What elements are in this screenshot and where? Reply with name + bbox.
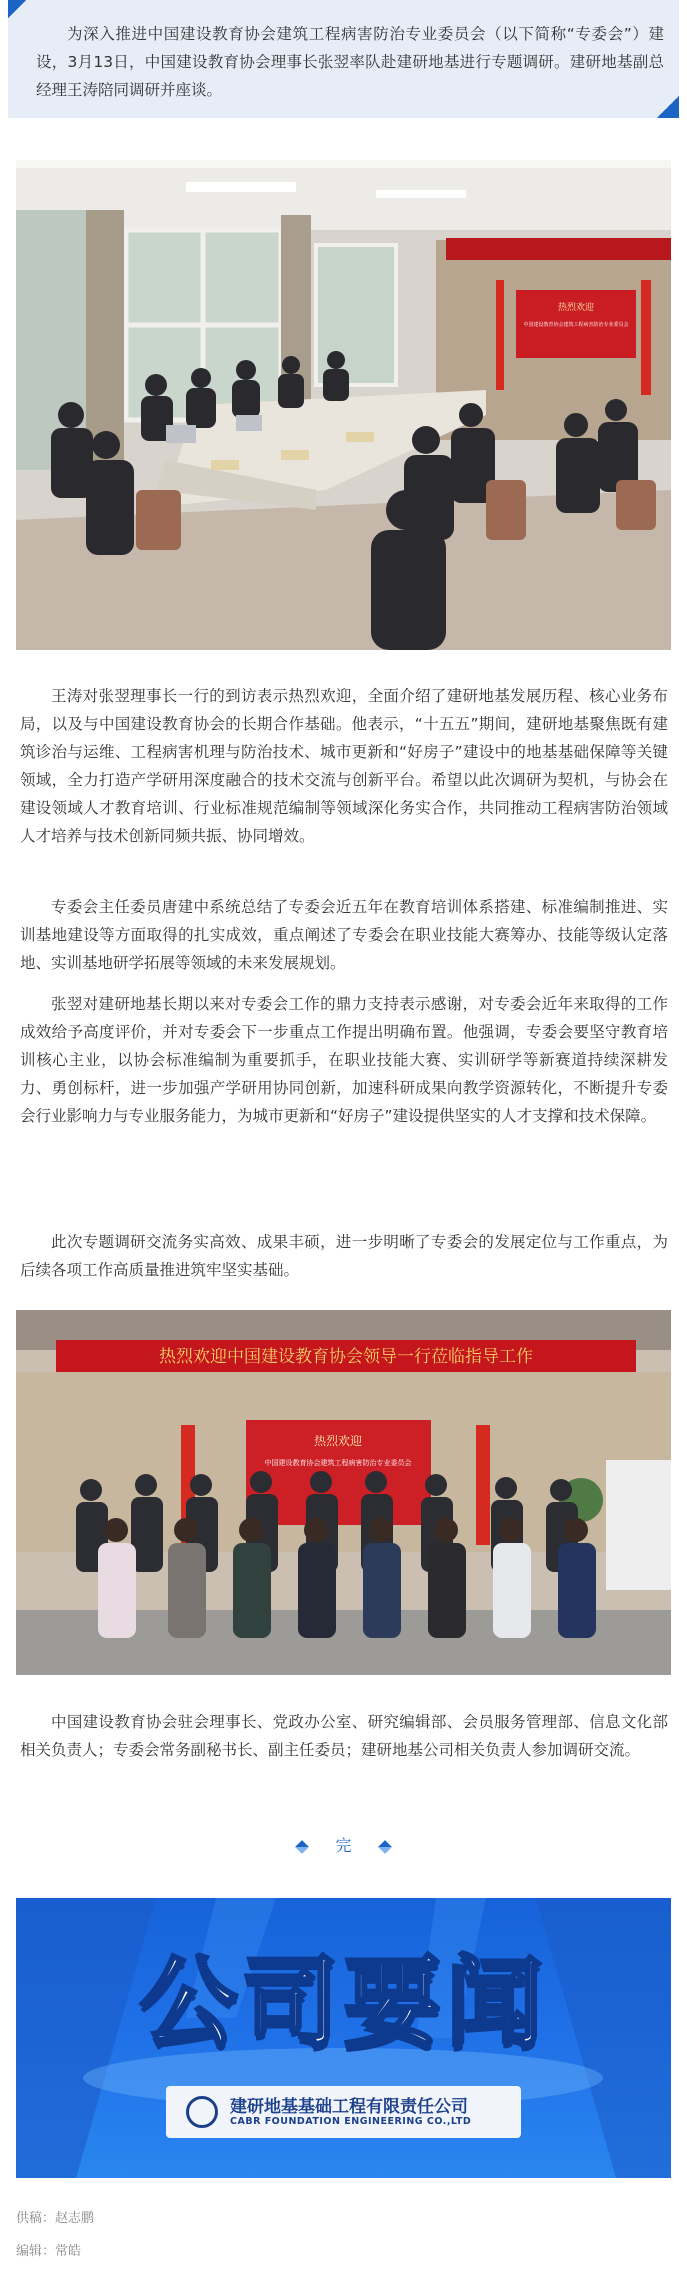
editor-credit: 编辑：常皓	[16, 2244, 82, 2259]
meeting-photo-illustration	[16, 160, 671, 650]
company-logo-en: CABR FOUNDATION ENGINEERING CO.,LTD	[230, 2116, 472, 2127]
meeting-photo	[16, 160, 671, 650]
paragraph: 专委会主任委员唐建中系统总结了专委会近五年在教育培训体系搭建、标准编制推进、实训基地建设等方面取得的扎实成效，重点阐述了专委会在职业技能大赛筹办、技能等级认定落地、实训基地研学拓展等领域的未来发展规划。	[20, 898, 668, 972]
intro-box	[8, 0, 679, 118]
company-news-banner	[16, 1898, 671, 2178]
contributor-credit: 供稿：赵志鹏	[16, 2211, 95, 2226]
intro-text: 为深入推进中国建设教育协会建筑工程病害防治专业委员会（以下简称“专委会”）建设，3月13日，中国建设教育协会理事长张翌率队赴建研地基进行专题调研。建研地基副总经理王涛陪同调研并座谈。	[36, 25, 664, 99]
corner-decoration	[8, 0, 26, 18]
company-logo-cn: 建研地基基础工程有限责任公司	[230, 2097, 468, 2117]
company-logo	[166, 2086, 521, 2138]
paragraph: 此次专题调研交流务实高效、成果丰硕，进一步明晰了专委会的发展定位与工作重点，为后续各项工作高质量推进筑牢坚实基础。	[20, 1233, 668, 1279]
end-mark-text: 完	[335, 1836, 352, 1855]
end-mark	[0, 1833, 687, 1856]
wall-banner-text: 热烈欢迎中国建设教育协会领导一行莅临指导工作	[159, 1347, 533, 1367]
group-photo-illustration	[16, 1310, 671, 1675]
screen-subtitle: 中国建设教育协会建筑工程病害防治专业委员会	[523, 322, 629, 328]
paragraph: 中国建设教育协会驻会理事长、党政办公室、研究编辑部、会员服务管理部、信息文化部相关负责人；专委会常务副秘书长、副主任委员；建研地基公司相关负责人参加调研交流。	[20, 1713, 668, 1759]
screen-title: 热烈欢迎	[313, 1434, 363, 1448]
paragraph: 王涛对张翌理事长一行的到访表示热烈欢迎，全面介绍了建研地基发展历程、核心业务布局，以及与中国建设教育协会的长期合作基础。他表示，“十五五”期间，建研地基聚焦既有建筑诊治与运维、工程病害机理与防治技术、城市更新和“好房子”建设中的地基基础保障等关键领域，全力打造产学研用深度融合的技术交流与创新平台。希望以此次调研为契机，与协会在建设领域人才教育培训、行业标准规范编制等领域深化务实合作，共同推动工程病害防治领域人才培养与技术创新同频共振、协同增效。	[20, 687, 668, 845]
screen-title: 热烈欢迎	[557, 303, 595, 313]
company-logo-icon	[186, 2096, 218, 2128]
screen-subtitle: 中国建设教育协会建筑工程病害防治专业委员会	[264, 1459, 412, 1467]
paragraph: 张翌对建研地基长期以来对专委会工作的鼎力支持表示感谢，对专委会近年来取得的工作成效给予高度评价，并对专委会下一步重点工作提出明确布置。他强调，专委会要坚守教育培训核心主业，以协会标准编制为重要抓手，在职业技能大赛、实训研学等新赛道持续深耕发力、勇创标杆，进一步加强产学研用协同创新，加速科研成果向教学资源转化，不断提升专委会行业影响力与专业服务能力，为城市更新和“好房子”建设提供坚实的人才支撑和技术保障。	[20, 995, 668, 1125]
banner-title: 公司要闻	[139, 1946, 548, 2060]
diamond-icon	[378, 1840, 392, 1854]
diamond-icon	[296, 1840, 310, 1854]
group-photo	[16, 1310, 671, 1675]
